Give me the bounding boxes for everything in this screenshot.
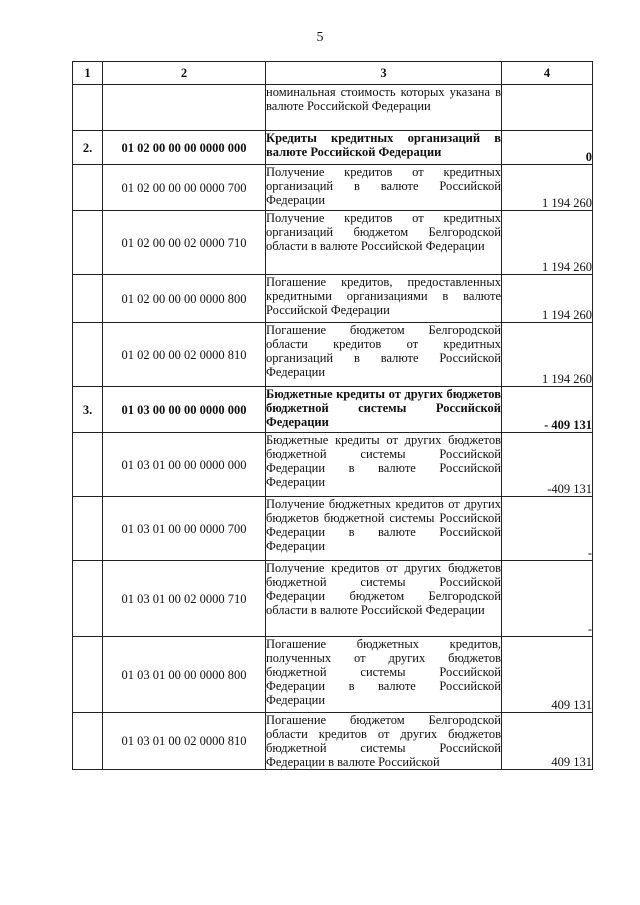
table-row [73, 497, 593, 561]
budget-code-cell: 01 03 01 00 02 0000 810 [103, 713, 266, 770]
page-number: 5 [316, 30, 324, 45]
description-cell: Погашение бюджетных кредитов, полученных от других бюджетов бюджетной системы Российской Федерации в валюте Российской Федерации [266, 637, 502, 713]
row-number-cell [73, 433, 103, 497]
description-cell: Погашение бюджетом Белгородской области кредитов от кредитных организаций в валюте Российской Федерации [266, 323, 502, 387]
amount-cell: - [502, 561, 593, 637]
table-row [73, 323, 593, 387]
row-number-cell [73, 85, 103, 131]
description-cell: Получение бюджетных кредитов от других бюджетов бюджетной системы Российской Федерации в валюте Российской Федерации [266, 497, 502, 561]
budget-code-cell: 01 02 00 00 00 0000 700 [103, 165, 266, 211]
table-row [73, 275, 593, 323]
amount-cell: 409 131 [502, 637, 593, 713]
amount-cell: 1 194 260 [502, 275, 593, 323]
table-row [73, 387, 593, 433]
description-cell: Погашение кредитов, предоставленных кредитными организациями в валюте Российской Федерации [266, 275, 502, 323]
table-row [73, 211, 593, 275]
budget-code-cell: 01 03 01 00 00 0000 700 [103, 497, 266, 561]
description-cell: номинальная стоимость которых указана в валюте Российской Федерации [266, 85, 502, 131]
table-row [73, 85, 593, 131]
row-number-cell [73, 497, 103, 561]
table-header-row [73, 62, 593, 85]
description-cell: Получение кредитов от других бюджетов бюджетной системы Российской Федерации бюджетом Белгородской области в валюте Российской Федерации [266, 561, 502, 637]
column-header-2: 2 [103, 62, 266, 85]
budget-code-cell: 01 03 01 00 00 0000 800 [103, 637, 266, 713]
amount-cell: 1 194 260 [502, 165, 593, 211]
amount-cell: 1 194 260 [502, 211, 593, 275]
description-cell: Получение кредитов от кредитных организаций в валюте Российской Федерации [266, 165, 502, 211]
amount-cell: 1 194 260 [502, 323, 593, 387]
column-header-1: 1 [73, 62, 103, 85]
budget-code-cell: 01 03 01 00 02 0000 710 [103, 561, 266, 637]
amount-cell [502, 85, 593, 131]
budget-code-cell: 01 02 00 00 02 0000 710 [103, 211, 266, 275]
amount-cell: 0 [502, 131, 593, 165]
row-number-cell: 2. [73, 131, 103, 165]
row-number-cell [73, 211, 103, 275]
budget-code-cell: 01 02 00 00 00 0000 000 [103, 131, 266, 165]
amount-cell: - [502, 497, 593, 561]
table-row [73, 433, 593, 497]
budget-code-cell [103, 85, 266, 131]
amount-cell: -409 131 [502, 433, 593, 497]
description-cell: Бюджетные кредиты от других бюджетов бюджетной системы Российской Федерации [266, 387, 502, 433]
table-row [73, 165, 593, 211]
table-row [73, 131, 593, 165]
description-cell: Бюджетные кредиты от других бюджетов бюджетной системы Российской Федерации в валюте Российской Федерации [266, 433, 502, 497]
description-cell: Кредиты кредитных организаций в валюте Российской Федерации [266, 131, 502, 165]
description-cell: Погашение бюджетом Белгородской области кредитов от других бюджетов бюджетной системы Российской Федерации в валюте Российской [266, 713, 501, 769]
row-number-cell [73, 713, 103, 770]
budget-code-cell: 01 02 00 00 00 0000 800 [103, 275, 266, 323]
column-header-4: 4 [502, 62, 593, 85]
table-row [73, 561, 593, 637]
budget-code-cell: 01 03 01 00 00 0000 000 [103, 433, 266, 497]
amount-cell: - 409 131 [502, 387, 593, 433]
row-number-cell [73, 323, 103, 387]
row-number-cell [73, 561, 103, 637]
row-number-cell [73, 275, 103, 323]
description-cell: Получение кредитов от кредитных организаций бюджетом Белгородской области в валюте Российской Федерации [266, 211, 502, 275]
budget-code-cell: 01 03 00 00 00 0000 000 [103, 387, 266, 433]
column-header-3: 3 [266, 62, 502, 85]
row-number-cell [73, 165, 103, 211]
row-number-cell: 3. [73, 387, 103, 433]
sources-financing-table [72, 61, 593, 770]
amount-cell: 409 131 [502, 713, 593, 770]
row-number-cell [73, 637, 103, 713]
table-row [73, 713, 593, 770]
table-row [73, 637, 593, 713]
budget-code-cell: 01 02 00 00 02 0000 810 [103, 323, 266, 387]
